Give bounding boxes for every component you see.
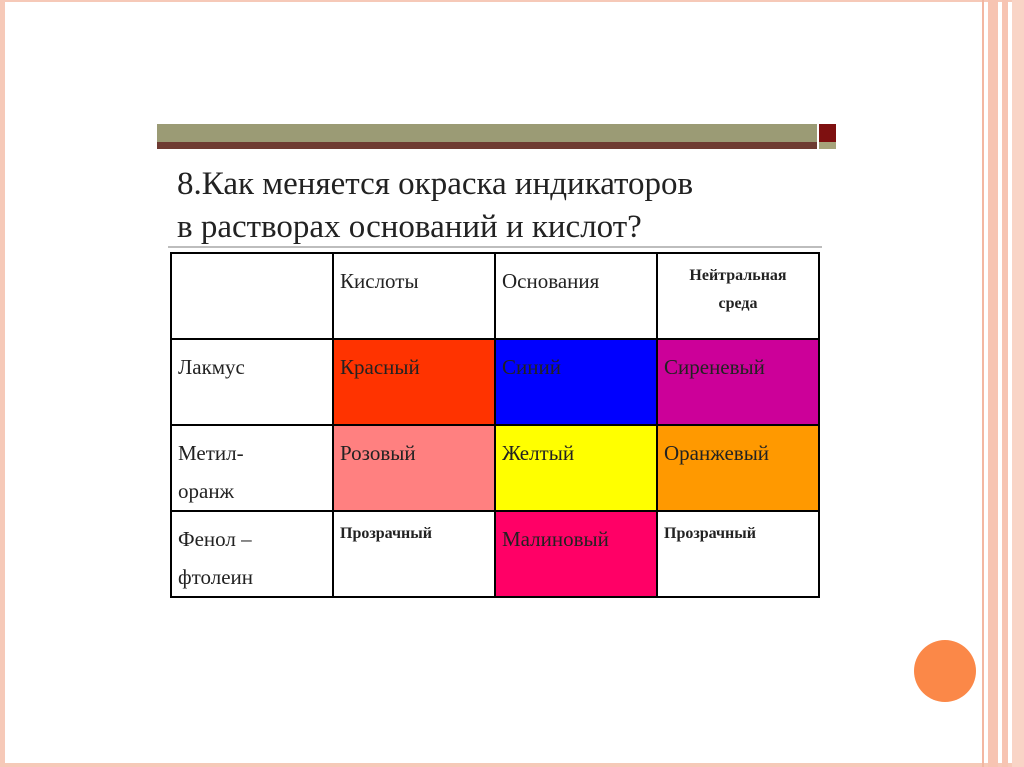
slide-frame-right-band-3 [1012,0,1024,767]
indicator-name-cell: Лакмус [171,339,333,425]
slide-frame-top [0,0,1024,2]
slide-frame-right-line [982,0,984,767]
slide-frame-right-band-1 [988,0,998,767]
color-cell: Синий [495,339,657,425]
header-cell-empty [171,253,333,339]
slide-title-line-2: в растворах оснований и кислот? [177,209,642,245]
table-row-phenolphthalein [171,511,819,597]
header-cell-bases: Основания [495,253,657,339]
color-cell: Прозрачный [333,511,495,597]
slide-title [177,163,817,249]
table-header-row [171,253,819,339]
color-cell: Сиреневый [657,339,819,425]
color-cell: Красный [333,339,495,425]
slide-frame-left [0,0,5,767]
slide-frame-bottom [0,763,1024,767]
table-row-methyl-orange [171,425,819,511]
table-row-litmus [171,339,819,425]
title-accent-square-red [819,124,836,142]
indicator-name-cell: Метил- оранж [171,425,333,511]
title-accent-bar-dark [157,142,817,149]
title-accent-square-olive [819,142,836,149]
header-cell-acids: Кислоты [333,253,495,339]
color-cell: Прозрачный [657,511,819,597]
decorative-orange-dot [914,640,976,702]
slide-frame-right-band-2 [1002,0,1008,767]
header-cell-neutral: Нейтральная среда [657,253,819,339]
color-cell: Желтый [495,425,657,511]
color-cell: Оранжевый [657,425,819,511]
color-cell: Малиновый [495,511,657,597]
color-cell: Розовый [333,425,495,511]
title-accent-bar [157,124,817,142]
indicator-table [170,252,820,598]
indicator-name-cell: Фенол – фтолеин [171,511,333,597]
title-underline [168,246,822,248]
slide-title-line-1: 8.Как меняется окраска индикаторов [177,166,694,202]
